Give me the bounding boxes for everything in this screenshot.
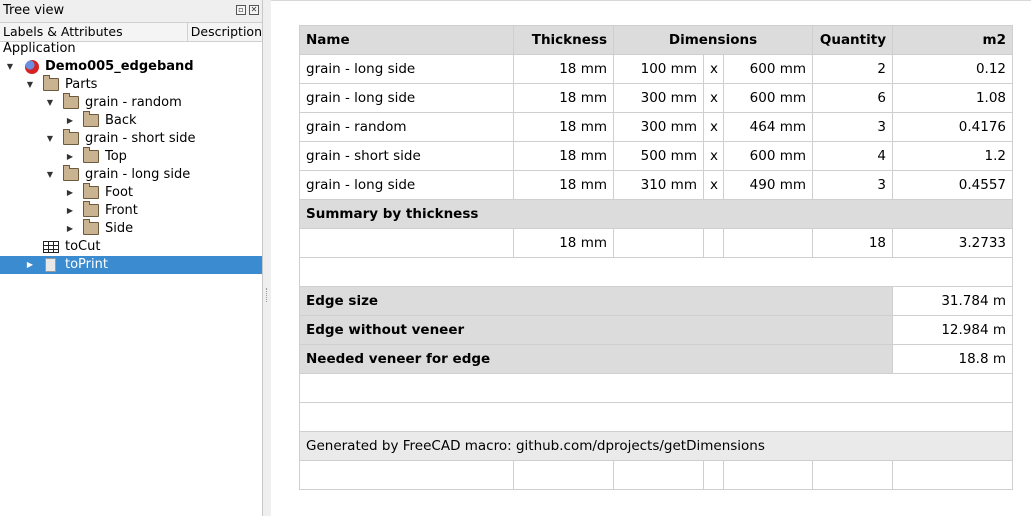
needed-veneer-row [300, 345, 1013, 374]
summary-title: Summary by thickness [300, 200, 1013, 229]
summary-empty-cell [300, 229, 514, 258]
tree-item-label: grain - random [85, 95, 182, 110]
table-row [300, 113, 1013, 142]
folder-icon [83, 186, 99, 199]
cell-dim1: 100 mm [614, 55, 704, 84]
tree-item-grain-random[interactable] [0, 94, 262, 112]
table-row [300, 84, 1013, 113]
tree-item-label: toCut [65, 239, 101, 254]
footer-row [300, 432, 1013, 461]
cell-name: grain - long side [300, 84, 514, 113]
folder-icon [83, 150, 99, 163]
expand-arrow-icon[interactable]: ▼ [46, 134, 54, 143]
table-header-row [300, 26, 1013, 55]
expand-arrow-icon[interactable]: ▼ [6, 62, 14, 71]
cell-x: x [704, 171, 724, 200]
tree-item-label: Demo005_edgeband [45, 59, 194, 74]
header-thickness: Thickness [514, 26, 614, 55]
summary-empty-cell [614, 229, 704, 258]
summary-row [300, 229, 1013, 258]
folder-icon [43, 78, 59, 91]
tree-view-title: Tree view [3, 3, 65, 18]
collapse-arrow-icon[interactable]: ▶ [26, 260, 34, 269]
collapse-arrow-icon[interactable]: ▶ [66, 224, 74, 233]
collapse-arrow-icon[interactable]: ▶ [66, 188, 74, 197]
tree-item-document[interactable] [0, 58, 262, 76]
page-icon [45, 258, 56, 272]
cell-dim2: 490 mm [724, 171, 813, 200]
table-row [300, 171, 1013, 200]
cell-quantity: 6 [813, 84, 893, 113]
tree-item-label: toPrint [65, 257, 108, 272]
empty-row [300, 461, 1013, 490]
edge-size-row [300, 287, 1013, 316]
empty-cell [514, 461, 614, 490]
spreadsheet-icon [43, 241, 59, 253]
tree-item-foot[interactable] [0, 184, 262, 202]
column-description[interactable]: Description [190, 24, 262, 39]
cell-thickness: 18 mm [514, 171, 614, 200]
needed-veneer-label: Needed veneer for edge [300, 345, 893, 374]
cell-name: grain - short side [300, 142, 514, 171]
edge-size-label: Edge size [300, 287, 893, 316]
cell-dim1: 300 mm [614, 113, 704, 142]
column-labels-attributes[interactable]: Labels & Attributes [0, 23, 188, 41]
expand-arrow-icon[interactable]: ▼ [26, 80, 34, 89]
cell-thickness: 18 mm [514, 113, 614, 142]
summary-empty-cell [724, 229, 813, 258]
expand-arrow-icon[interactable]: ▼ [46, 170, 54, 179]
splitter-grip-icon[interactable] [266, 288, 269, 302]
header-m2: m2 [893, 26, 1013, 55]
folder-icon [63, 168, 79, 181]
cell-m2: 0.4557 [893, 171, 1013, 200]
cell-thickness: 18 mm [514, 142, 614, 171]
tree-column-header [0, 22, 262, 42]
header-quantity: Quantity [813, 26, 893, 55]
cell-thickness: 18 mm [514, 84, 614, 113]
tree-item-side[interactable] [0, 220, 262, 238]
float-panel-icon[interactable]: ▫ [236, 5, 246, 15]
cell-thickness: 18 mm [514, 55, 614, 84]
close-panel-icon[interactable]: ✕ [250, 5, 258, 14]
folder-icon [83, 222, 99, 235]
cell-quantity: 3 [813, 171, 893, 200]
panel-splitter[interactable] [263, 0, 271, 516]
spacer-row [300, 258, 1013, 287]
tree-view-titlebar [0, 0, 262, 22]
table-row [300, 55, 1013, 84]
tree-item-label: Front [105, 203, 138, 218]
collapse-arrow-icon[interactable]: ▶ [66, 152, 74, 161]
tree-item-application[interactable] [0, 40, 262, 58]
cell-m2: 0.4176 [893, 113, 1013, 142]
tree-item-tocut[interactable] [0, 238, 262, 256]
tree-item-toprint[interactable] [0, 256, 262, 274]
cell-dim1: 300 mm [614, 84, 704, 113]
summary-header-row [300, 200, 1013, 229]
tree-item-grain-long-side[interactable] [0, 166, 262, 184]
summary-empty-cell [704, 229, 724, 258]
cell-dim2: 600 mm [724, 55, 813, 84]
empty-cell [300, 461, 514, 490]
cell-x: x [704, 113, 724, 142]
cell-dim1: 310 mm [614, 171, 704, 200]
folder-icon [83, 114, 99, 127]
cell-x: x [704, 55, 724, 84]
cell-dim2: 600 mm [724, 84, 813, 113]
tree-item-label: grain - long side [85, 167, 191, 182]
cell-dim1: 500 mm [614, 142, 704, 171]
folder-icon [63, 132, 79, 145]
table-row [300, 142, 1013, 171]
cell-x: x [704, 142, 724, 171]
spacer-row [300, 403, 1013, 432]
tree-item-top[interactable] [0, 148, 262, 166]
report-view [271, 0, 1031, 516]
generated-by-text: Generated by FreeCAD macro: github.com/dprojects/getDimensions [300, 432, 1013, 461]
empty-cell [893, 461, 1013, 490]
empty-cell [614, 461, 704, 490]
folder-icon [63, 96, 79, 109]
tree-item-label: Foot [105, 185, 134, 200]
cell-quantity: 4 [813, 142, 893, 171]
header-name: Name [300, 26, 514, 55]
tree-item-back[interactable] [0, 112, 262, 130]
tree-item-label: Parts [65, 77, 98, 92]
tree-item-label: Top [105, 149, 127, 164]
expand-arrow-icon[interactable]: ▼ [46, 98, 54, 107]
empty-cell [724, 461, 813, 490]
cell-dim2: 464 mm [724, 113, 813, 142]
empty-cell [813, 461, 893, 490]
summary-thickness: 18 mm [514, 229, 614, 258]
spacer-cell [300, 403, 1013, 432]
cell-dim2: 600 mm [724, 142, 813, 171]
summary-m2: 3.2733 [893, 229, 1013, 258]
cell-name: grain - long side [300, 55, 514, 84]
needed-veneer-value: 18.8 m [893, 345, 1013, 374]
cell-name: grain - long side [300, 171, 514, 200]
header-dimensions: Dimensions [614, 26, 813, 55]
spacer-row [300, 374, 1013, 403]
cell-m2: 1.2 [893, 142, 1013, 171]
edge-without-veneer-row [300, 316, 1013, 345]
empty-cell [704, 461, 724, 490]
spacer-cell [300, 374, 1013, 403]
freecad-document-icon [25, 60, 39, 74]
collapse-arrow-icon[interactable]: ▶ [66, 206, 74, 215]
tree-view-panel [0, 0, 263, 516]
tree-item-label: Side [105, 221, 134, 236]
tree-item-grain-short-side[interactable] [0, 130, 262, 148]
tree-item-label: Back [105, 113, 137, 128]
summary-quantity: 18 [813, 229, 893, 258]
cell-quantity: 3 [813, 113, 893, 142]
cell-m2: 0.12 [893, 55, 1013, 84]
tree-item-label: grain - short side [85, 131, 196, 146]
folder-icon [83, 204, 99, 217]
collapse-arrow-icon[interactable]: ▶ [66, 116, 74, 125]
edge-without-veneer-value: 12.984 m [893, 316, 1013, 345]
edge-size-value: 31.784 m [893, 287, 1013, 316]
cell-x: x [704, 84, 724, 113]
cell-m2: 1.08 [893, 84, 1013, 113]
tree-item-parts[interactable] [0, 76, 262, 94]
tree-item-front[interactable] [0, 202, 262, 220]
cell-name: grain - random [300, 113, 514, 142]
dimensions-table [299, 25, 1013, 490]
edge-without-veneer-label: Edge without veneer [300, 316, 893, 345]
spacer-cell [300, 258, 1013, 287]
cell-quantity: 2 [813, 55, 893, 84]
tree-item-label: Application [3, 41, 76, 56]
